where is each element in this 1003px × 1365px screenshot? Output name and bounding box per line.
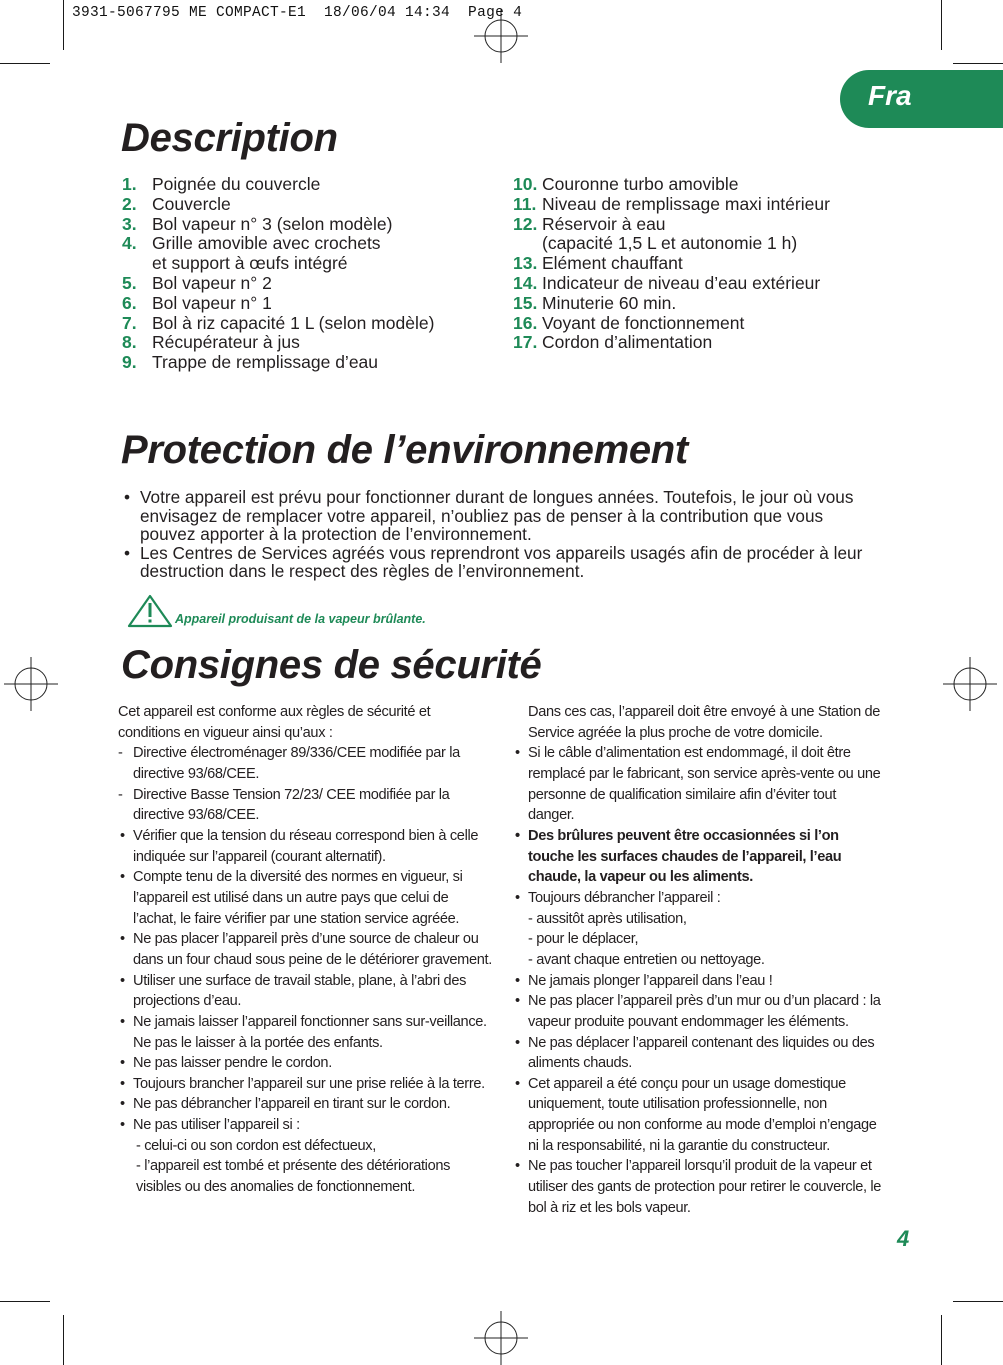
directive-item: - Directive électroménager 89/336/CEE modifiée par la directive 93/68/CEE. [118,743,493,784]
safety-left-column [118,702,493,1198]
safety-item: • Ne pas laisser pendre le cordon. [118,1053,493,1074]
safety-item: • Ne pas utiliser l’appareil si : [118,1115,493,1136]
list-item: 6. Bol vapeur n° 1 [122,292,272,313]
crop-mark [0,63,50,64]
parts-list-left [122,175,492,373]
safety-intro: Cet appareil est conforme aux règles de sécurité et conditions en vigueur ainsi qu’aux : [118,704,431,741]
safety-subitem: - l’appareil est tombé et présente des détériorations visibles ou des anomalies de fonctionnement. [136,1158,451,1196]
registration-mark-left [4,657,58,711]
crop-mark [0,1301,50,1302]
warning-triangle-icon [127,594,173,628]
safety-subitem: - aussitôt après utilisation, [528,910,687,927]
safety-item: • Ne jamais plonger l’appareil dans l’eau ! [513,971,885,992]
list-item: 8. Récupérateur à jus [122,332,300,353]
safety-item: • Ne jamais laisser l’appareil fonctionner sans sur-veillance. Ne pas le laisser à la portée des enfants. [118,1012,493,1053]
safety-item: • Compte tenu de la diversité des normes en vigueur, si l’appareil est utilisé dans un autre pays que celui de l’achat, le faire vérifier par une station service agréée. [118,867,493,929]
print-slug: 3931-5067795 ME COMPACT-E1 18/06/04 14:34 Page 4 [72,5,523,21]
list-item: 15. Minuterie 60 min. [513,292,677,313]
safety-right-column [513,702,885,1218]
safety-item: • Ne pas déplacer l’appareil contenant des liquides ou des aliments chauds. [513,1033,885,1074]
list-item: 10. Couronne turbo amovible [513,174,739,194]
safety-subitem: - pour le déplacer, [528,931,639,948]
list-item: • Votre appareil est prévu pour fonctionner durant de longues années. Toutefois, le jour où vous envisagez de remplacer votre appareil, n’oubliez pas de penser à la contribution que vous pouvez apporter à la protection de l’environnement. [118,488,883,544]
list-item: 7. Bol à riz capacité 1 L (selon modèle) [122,312,435,333]
list-item: 12. Réservoir à eau (capacité 1,5 L et autonomie 1 h) [513,213,798,254]
list-item: 1. Poignée du couvercle [122,174,321,194]
safety-item: • Si le câble d’alimentation est endommagé, il doit être remplacé par le fabricant, son service après-vente ou une personne de qualification similaire afin d’éviter tout danger. [513,743,885,826]
safety-item: • Utiliser une surface de travail stable, plane, à l’abri des projections d’eau. [118,971,493,1012]
safety-subitem: - avant chaque entretien ou nettoyage. [528,951,765,968]
safety-subitem: - celui-ci ou son cordon est défectueux, [136,1137,376,1154]
safety-item-burn-warning: • Des brûlures peuvent être occasionnées si l’on touche les surfaces chaudes de l’appareil, l’eau chaude, la vapeur ou les aliments. [513,826,885,888]
environment-title: Protection de l’environnement [121,428,688,472]
crop-mark [63,0,64,50]
language-tab-label: Fra [868,80,912,111]
registration-mark-bottom [474,1311,528,1365]
safety-item: • Toujours brancher l’appareil sur une prise reliée à la terre. [118,1074,493,1095]
safety-item: • Cet appareil a été conçu pour un usage domestique uniquement, toute utilisation professionnelle, non appropriée ou non conforme au mode d’emploi n’engage ni la responsabilité, ni la garantie du constructeur. [513,1074,885,1157]
safety-item: • Ne pas placer l’appareil près d’un mur ou d’un placard : la vapeur produite pouvant endommager les éléments. [513,991,885,1032]
description-title: Description [121,116,338,160]
directive-item: - Directive Basse Tension 72/23/ CEE modifiée par la directive 93/68/CEE. [118,785,493,826]
list-item: 2. Couvercle [122,193,231,214]
list-item: 5. Bol vapeur n° 2 [122,272,272,293]
crop-mark [953,63,1003,64]
crop-mark [63,1315,64,1365]
safety-item: • Ne pas placer l’appareil près d’une source de chaleur ou dans un four chaud sous peine de le détériorer gravement. [118,929,493,970]
page-number: 4 [897,1226,910,1251]
safety-item: • Toujours débrancher l’appareil : [513,888,885,909]
list-item: 14. Indicateur de niveau d’eau extérieur [513,272,821,293]
list-item: • Les Centres de Services agréés vous reprendront vos appareils usagés afin de procéder à leur destruction dans le respect des règles de l’environnement. [118,544,883,581]
list-item: 4. Grille amovible avec crochets et support à œufs intégré [122,233,381,274]
environment-bullets [118,488,883,581]
list-item: 13. Elément chauffant [513,253,683,274]
crop-mark [941,1315,942,1365]
list-item: 11. Niveau de remplissage maxi intérieur [513,193,830,214]
safety-continuation: Dans ces cas, l’appareil doit être envoyé à une Station de Service agréée la plus proche de votre domicile. [528,704,881,741]
safety-title: Consignes de sécurité [121,643,542,687]
safety-item: • Ne pas toucher l’appareil lorsqu’il produit de la vapeur et utiliser des gants de protection pour retirer le couvercle, le bol à riz et les bols vapeur. [513,1156,885,1218]
list-item: 17. Cordon d’alimentation [513,332,713,353]
safety-item: • Ne pas débrancher l’appareil en tirant sur le cordon. [118,1094,493,1115]
registration-mark-right [943,657,997,711]
crop-mark [941,0,942,50]
language-tab [840,70,1003,128]
list-item: 9. Trappe de remplissage d’eau [122,352,379,373]
parts-list-right [513,175,893,353]
safety-item: • Vérifier que la tension du réseau correspond bien à celle indiquée sur l’appareil (courant alternatif). [118,826,493,867]
warning-text: Appareil produisant de la vapeur brûlante. [175,612,426,626]
list-item: 16. Voyant de fonctionnement [513,312,745,333]
list-item: 3. Bol vapeur n° 3 (selon modèle) [122,213,393,234]
crop-mark [953,1301,1003,1302]
